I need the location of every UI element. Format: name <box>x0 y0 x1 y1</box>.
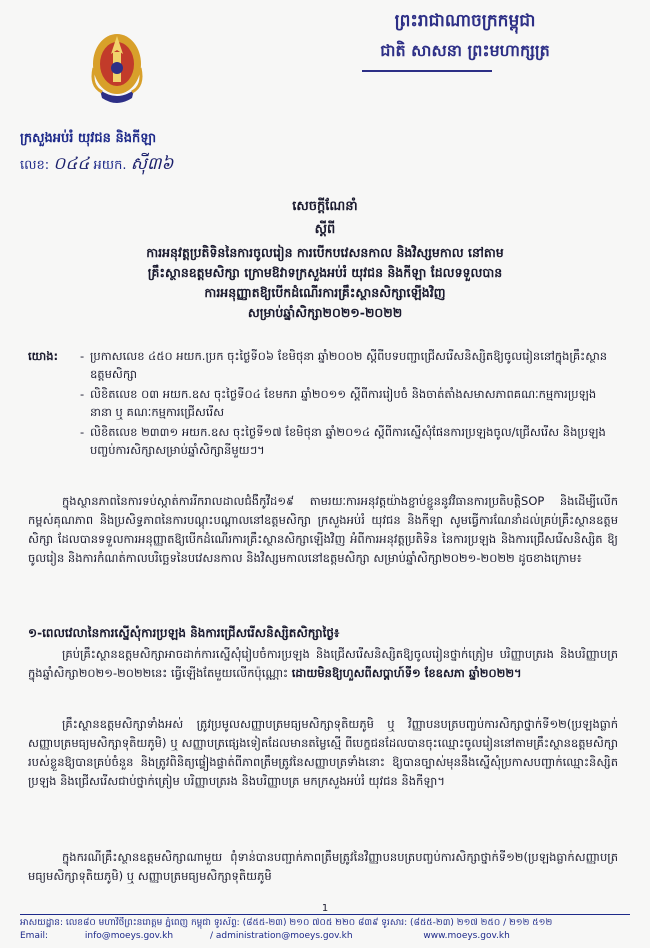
references-section <box>28 347 618 461</box>
section-1-paragraph-1: គ្រប់គ្រឹះស្ថានឧត្តមសិក្សាអាចដាក់ការស្នើសុំរៀបចំការប្រឡង និងជ្រើសរើសនិស្សិតឱ្យចូលរៀនថ្នាក់ត្រៀម បរិញ្ញាបត្ររង និងបរិញ្ញាបត្រ ក្នុងឆ្នាំសិក្សា២០២១-២០២២នេះ ធ្វើឡើងតែមួយលើកប៉ុណ្ណោះ ដោយមិនឱ្យហួសពីសប្តាហ៍ទី១ ខែឧសភា ឆ្នាំ២០២២។ <box>28 647 618 680</box>
reference-item: - លិខិតលេខ ០៣ អយក.ឧស ចុះថ្ងៃទី០៤ ខែមករា ឆ្នាំ២០១១ ស្តីពីការរៀបចំ និងចាត់តាំងសមាសភាពគណៈកម្មការប្រឡងនានា ឬ គណៈកម្មការជ្រើសរើស <box>80 387 597 419</box>
reference-handwritten-code: ស៊ី៣៦ <box>130 154 174 174</box>
footer-email-label: Email: <box>20 931 49 941</box>
motto-divider <box>362 70 492 72</box>
ministry-name: ក្រសួងអប់រំ យុវជន និងកីឡា <box>20 131 157 146</box>
footer-website[interactable]: www.moeys.gov.kh <box>423 931 510 941</box>
national-motto: ជាតិ សាសនា ព្រះមហាក្សត្រ <box>380 41 550 60</box>
reference-item: - លិខិតលេខ ២៣៣១ អយក.ឧស ចុះថ្ងៃទី១៧ ខែមិថុនា ឆ្នាំ២០១៤ ស្តីពីការស្នើសុំផែនការប្រឡងចូល/ជ្រើសរើស និងប្រឡងបញ្ចប់ការសិក្សាសម្រាប់ឆ្នាំសិក្សានីមួយៗ។ <box>80 425 606 457</box>
title-line: គ្រឹះស្ថានឧត្តមសិក្សា ក្រោមឱវាទក្រសួងអប់រំ យុវជន និងកីឡា ដែលទទួលបាន <box>147 265 503 280</box>
reference-number <box>20 153 173 178</box>
reference-suffix: អយក. <box>93 158 127 173</box>
footer-address: អាសយដ្ឋាន: លេខ៨០ មហាវិថីព្រះនរោត្តម ភ្នំពេញ កម្ពុជា ទូរស័ព្ទ: (៨៥៥-២៣) ២១០ ៧០៥ ២២០ ៨៣៩ ទូរសារ: (៨៥៥-២៣) ២១៧ ២៥០ / ២១២ ៥១២ <box>20 918 553 928</box>
footer-email-admin[interactable]: administration@moeys.gov.kh <box>215 931 353 941</box>
document-type: សេចក្តីណែនាំ <box>292 199 358 214</box>
footer-email-info[interactable]: info@moeys.gov.kh <box>84 931 174 941</box>
title-line: ការអនុញ្ញាតឱ្យបើកដំណើរការគ្រឹះស្ថានសិក្សាឡើងវិញ <box>204 285 446 300</box>
footer-contacts: Email: info@moeys.gov.kh / administration@moeys.gov.kh www.moeys.gov.kh <box>20 931 510 941</box>
document-about: ស្តីពី <box>314 222 336 237</box>
page-number: 1 <box>321 903 329 914</box>
section-1-heading: ១-ពេលវេលានៃការស្នើសុំការប្រឡង និងការជ្រើសរើសនិស្សិតសិក្សាថ្ងៃ៖ <box>28 626 340 640</box>
reference-prefix: លេខ: <box>20 158 50 173</box>
references-list <box>28 347 618 459</box>
title-line: ការអនុវត្តប្រតិទិននៃការចូលរៀន ការបើកបវេសនកាល និងវិស្សមកាល នៅតាម <box>146 245 504 260</box>
footer-divider <box>20 914 630 915</box>
intro-paragraph: ក្នុងស្ថានភាពនៃការទប់ស្កាត់ការរីករាលដាលជំងឺកូវីដ១៩ តាមរយៈការអនុវត្តយ៉ាងខ្ជាប់ខ្ជួននូវវិធានការប្រតិបត្តិSOP និងដើម្បីលើកកម្ពស់គុណភាព និងប្រសិទ្ធភាពនៃការបណ្តុះបណ្តាលនៅឧត្តមសិក្សា ក្រសួងអប់រំ យុវជន និងកីឡា សូមធ្វើការណែនាំដល់គ្រប់គ្រឹះស្ថានឧត្តមសិក្សា ដែលបានទទួលការអនុញ្ញាតឱ្យបើកដំណើរការគ្រឹះស្ថានសិក្សាឡើងវិញ អំពីការអនុវត្តប្រតិទិន នៃការប្រឡង និងការជ្រើសរើសនិស្សិត ឱ្យចូលរៀន និងការកំណត់កាលបរិច្ឆេទនៃបវេសនកាល និងវិស្សមកាលនៅឧត្តមសិក្សា សម្រាប់ឆ្នាំសិក្សា២០២១-២០២២ ដូចខាងក្រោម៖ <box>28 494 618 565</box>
section-1-paragraph-3: ក្នុងករណីគ្រឹះស្ថានឧត្តមសិក្សាណាមួយ ពុំទាន់បានបញ្ជាក់ភាពត្រឹមត្រូវនៃវិញ្ញាបនបត្របញ្ចប់ការសិក្សាថ្នាក់ទី១២(ប្រឡងធ្លាក់សញ្ញាបត្រមធ្យមសិក្សាទុតិយភូមិ) ឬ សញ្ញាបត្រមធ្យមសិក្សាទុតិយភូមិ <box>28 850 618 883</box>
references-label: យោង: <box>28 349 59 363</box>
kingdom-title: ព្រះរាជាណាចក្រកម្ពុជា <box>394 11 536 31</box>
deadline-emphasis: ដោយមិនឱ្យហួសពីសប្តាហ៍ទី១ ខែឧសភា ឆ្នាំ២០២២។ <box>291 666 522 680</box>
document-title <box>90 243 560 323</box>
ministry-emblem-icon <box>88 28 146 110</box>
section-1-paragraph-2: គ្រឹះស្ថានឧត្តមសិក្សាទាំងអស់ ត្រូវប្រមូលសញ្ញាបត្រមធ្យមសិក្សាទុតិយភូមិ ឬ វិញ្ញាបនបត្របញ្ចប់ការសិក្សាថ្នាក់ទី១២(ប្រឡងធ្លាក់សញ្ញាបត្រមធ្យមសិក្សាទុតិយភូមិ) ឬ សញ្ញាបត្រផ្សេងទៀតដែលមានតម្លៃស្មើ ពីបេក្ខជនដែលបានចុះឈ្មោះចូលរៀននៅតាមគ្រឹះស្ថានឧត្តមសិក្សារបស់ខ្លួនឱ្យបានគ្រប់ចំនួន និងត្រូវពិនិត្យផ្ទៀងផ្ទាត់ពីភាពត្រឹមត្រូវនៃសញ្ញាបត្រទាំងនោះ ឱ្យបានច្បាស់មុននឹងស្នើសុំប្រកាសបញ្ជាក់ឈ្មោះនិស្សិតប្រឡង និងជ្រើសរើសជាប់ថ្នាក់ត្រៀម បរិញ្ញាបត្ររង និងបរិញ្ញាបត្រ មកក្រសួងអប់រំ យុវជន និងកីឡា។ <box>28 717 618 788</box>
reference-handwritten-number: ០៤៤ <box>53 154 90 174</box>
reference-item: - ប្រកាសលេខ ៤៥០ អយក.ប្រក ចុះថ្ងៃទី០៦ ខែមិថុនា ឆ្នាំ២០០២ ស្តីពីបទបញ្ជាជ្រើសរើសនិស្សិតឱ្យចូលរៀននៅក្នុងគ្រឹះស្ថានឧត្តមសិក្សា <box>80 349 608 381</box>
title-line: សម្រាប់ឆ្នាំសិក្សា២០២១-២០២២ <box>247 305 403 320</box>
